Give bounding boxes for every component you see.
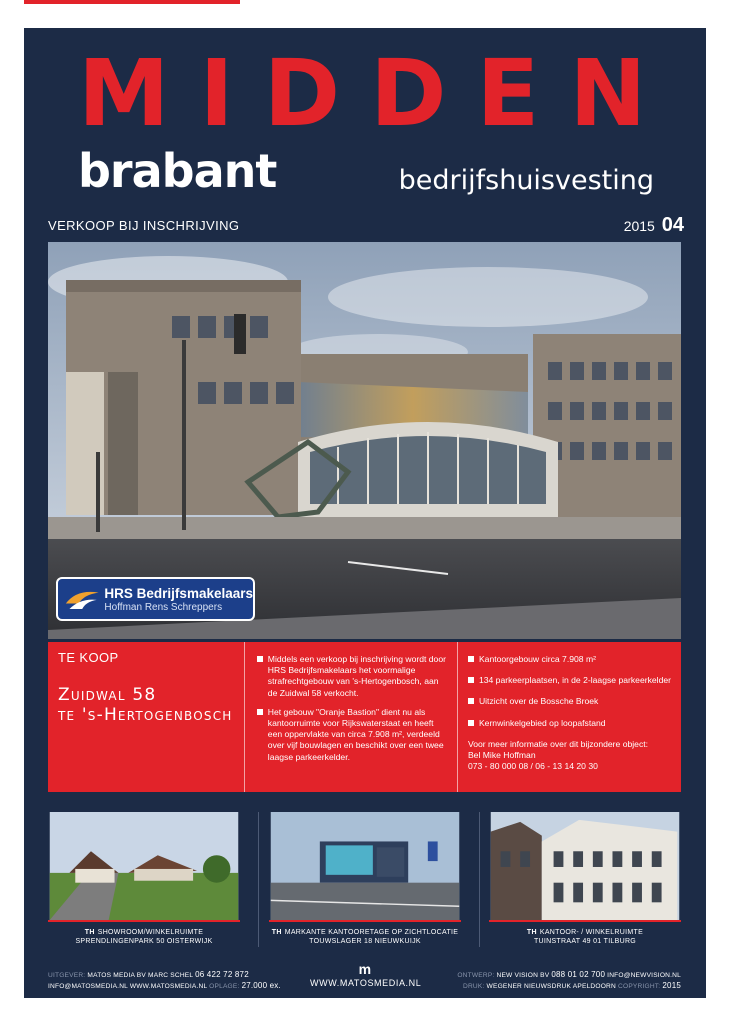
- magazine-cover: [24, 28, 706, 998]
- listing-description-column: [245, 642, 458, 792]
- contact-person: Bel Mike Hoffman: [467, 750, 536, 761]
- feature-item: Uitzicht over de Bossche Broek: [468, 696, 671, 707]
- broker-logo-subline: Hoffman Rens Schreppers: [104, 601, 223, 613]
- shop-building-photo: [489, 812, 681, 922]
- showroom-photo: [48, 812, 240, 922]
- issue-number: [624, 214, 684, 237]
- listing-label: TE KOOP: [58, 650, 119, 665]
- feature-item: 134 parkeerplaatsen, in de 2-laagse parkeerkelder: [468, 675, 671, 686]
- listing-address: [58, 685, 234, 725]
- office-photo: [269, 812, 461, 922]
- publisher-info: UITGEVER: MATOS MEDIA BV MARC SCHEL 06 422 72 872 INFO@MATOSMEDIA.NL WWW.MATOSMEDIA.NL OPLAGE: 27.000 ex.: [48, 970, 281, 990]
- broker-logo: [56, 577, 255, 621]
- address-line-1: Zuidwal 58: [58, 685, 157, 705]
- description-paragraph: Middels een verkoop bij inschrijving wordt door HRS Bedrijfsmakelaars het voormalige strafrechtgebouw van 's-Hertogenbosch, aan de Zuidwal 58 verkocht.: [257, 654, 447, 699]
- listing-features-column: [458, 642, 681, 792]
- related-listings: [48, 812, 681, 945]
- thumb-divider: [479, 812, 480, 947]
- description-paragraph: Het gebouw "Oranje Bastion" dient nu als kantoorruimte voor Rijkswaterstaat en heeft een oppervlakte van circa 7.908 m², verdeeld over vijf bouwlagen en beschikt over een twee laagse parkeerkelder.: [257, 707, 447, 763]
- related-listing[interactable]: [489, 812, 681, 946]
- contact-phone: 073 - 80 000 08 / 06 - 13 14 20 30: [467, 761, 598, 772]
- masthead-subtitle: bedrijfshuisvesting: [398, 165, 654, 196]
- rubric-label: VERKOOP BIJ INSCHRIJVING: [48, 218, 240, 233]
- related-listing[interactable]: [48, 812, 240, 946]
- broker-logo-name: HRS Bedrijfsmakelaars: [104, 585, 253, 601]
- top-accent-strip: [24, 0, 240, 4]
- contact-intro: Voor meer informatie over dit bijzondere object:: [467, 738, 649, 749]
- feature-item: Kernwinkelgebied op loopafstand: [468, 718, 671, 729]
- related-listing-caption: TH SHOWROOM/WINKELRUIMTE SPRENDLINGENPARK 50 OISTERWIJK: [75, 929, 213, 945]
- masthead-title: MIDDEN: [78, 40, 677, 147]
- related-listing-caption: TH MARKANTE KANTOORETAGE OP ZICHTLOCATIE TOUWSLAGER 18 NIEUWKUIJK: [271, 929, 459, 945]
- production-info: ONTWERP: NEW VISION BV 088 01 02 700 INFO@NEWVISION.NL DRUK: WEGENER NIEUWSDRUK APELDOORN COPYRIGHT: 2015: [457, 970, 681, 990]
- issue-num: 04: [661, 214, 684, 236]
- masthead-region: brabant: [78, 144, 277, 198]
- listing-heading-column: [48, 642, 245, 792]
- thumb-divider: [258, 812, 259, 947]
- matosmedia-site: WWW.MATOSMEDIA.NL: [310, 978, 422, 988]
- related-listing-caption: TH KANTOOR- / WINKELRUIMTE TUINSTRAAT 49 01 TILBURG: [526, 929, 644, 945]
- related-listing[interactable]: [269, 812, 461, 946]
- matosmedia-mark-icon: m: [358, 961, 372, 977]
- issue-year: 2015: [623, 218, 655, 234]
- broker-logo-mark-icon: [64, 584, 100, 614]
- matosmedia-logo[interactable]: [310, 962, 420, 988]
- contact-block: [468, 739, 671, 773]
- address-line-2: te 's-Hertogenbosch: [58, 705, 233, 725]
- feature-item: Kantoorgebouw circa 7.908 m²: [468, 654, 671, 665]
- listing-panel: [48, 642, 681, 792]
- colophon: [48, 961, 681, 994]
